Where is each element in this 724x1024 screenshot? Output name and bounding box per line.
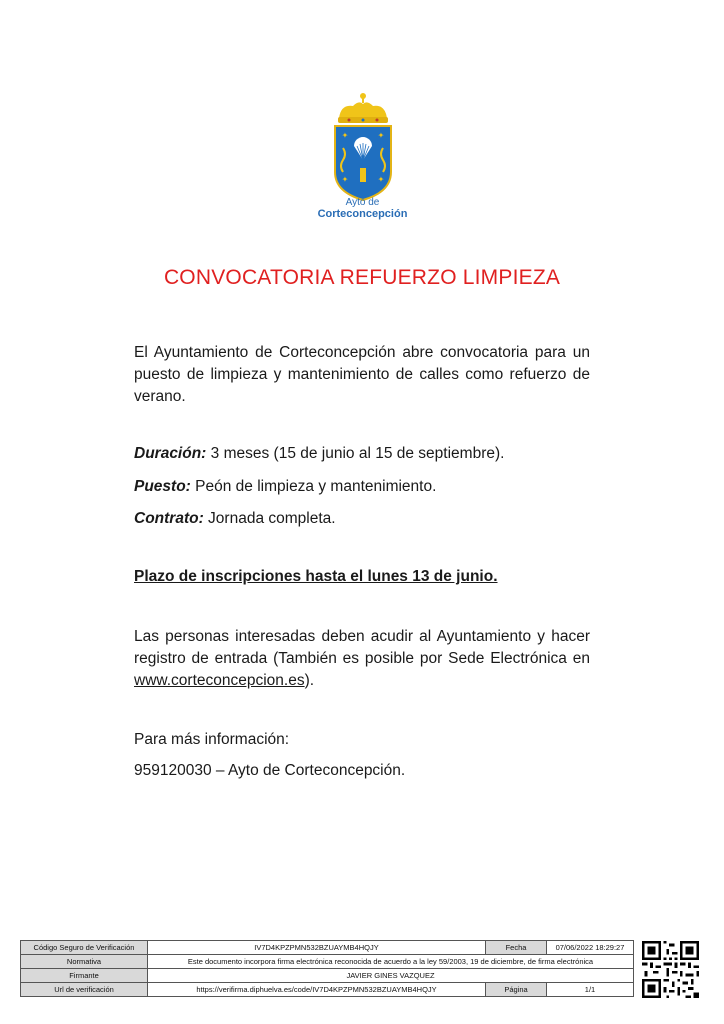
normativa-label: Normativa <box>21 955 148 969</box>
svg-text:✦: ✦ <box>377 175 385 184</box>
intro-text: El Ayuntamiento de Corteconcepción abre convocatoria para un puesto de limpieza y mantenimiento de calles como refuerzo de verano. <box>134 344 590 405</box>
crown-icon <box>338 93 388 123</box>
pagina-label: Página <box>486 983 547 997</box>
firmante-label: Firmante <box>21 969 148 983</box>
detail-contrato <box>134 508 336 530</box>
csv-value: IV7D4KPZPMN532BZUAYMB4HQJY <box>148 941 486 955</box>
svg-text:✦: ✦ <box>377 131 385 140</box>
fecha-label: Fecha <box>486 941 547 955</box>
instructions-paragraph <box>134 626 590 692</box>
url-value[interactable]: https://verifirma.diphuelva.es/code/IV7D4KPZPMN532BZUAYMB4HQJY <box>148 983 486 997</box>
table-row <box>21 969 634 983</box>
csv-label: Código Seguro de Verificación <box>21 941 148 955</box>
detail-label: Contrato: <box>134 510 204 527</box>
logo-caption <box>300 198 425 220</box>
deadline-notice <box>134 566 498 588</box>
contact-line: 959120030 – Ayto de Corteconcepción. <box>134 762 406 779</box>
shield-icon <box>335 126 391 200</box>
detail-label: Duración: <box>134 445 207 462</box>
qr-code-icon <box>642 941 699 998</box>
pagina-value: 1/1 <box>547 983 634 997</box>
table-row <box>21 983 634 997</box>
detail-duracion <box>134 443 504 465</box>
logo-caption-line1: Ayto de <box>345 197 380 208</box>
deadline-text: Plazo de inscripciones hasta el lunes 13 de junio. <box>134 568 498 585</box>
detail-puesto <box>134 476 436 498</box>
website-link[interactable]: www.corteconcepcion.es <box>134 672 305 689</box>
normativa-value: Este documento incorpora firma electrónica reconocida de acuerdo a la ley 59/2003, 19 de diciembre, de firma electrónica <box>148 955 634 969</box>
svg-text:✦: ✦ <box>341 131 349 140</box>
detail-value: Jornada completa. <box>203 510 336 527</box>
detail-value: 3 meses (15 de junio al 15 de septiembre). <box>206 445 505 462</box>
table-row <box>21 941 634 955</box>
verification-table <box>20 940 634 997</box>
coat-of-arms-logo <box>329 92 397 207</box>
more-info-label: Para más información: <box>134 731 290 748</box>
intro-paragraph <box>134 342 590 408</box>
logo-caption-line2: Corteconcepción <box>317 208 408 220</box>
detail-label: Puesto: <box>134 478 191 495</box>
svg-text:✦: ✦ <box>341 175 349 184</box>
instructions-text: Las personas interesadas deben acudir al Ayuntamiento y hacer registro de entrada (También es posible por Sede Electrónica en <box>134 628 590 667</box>
firmante-value: JAVIER GINES VAZQUEZ <box>148 969 634 983</box>
table-row <box>21 955 634 969</box>
instructions-after: ). <box>304 672 315 689</box>
document-title: CONVOCATORIA REFUERZO LIMPIEZA <box>163 266 561 289</box>
fecha-value: 07/06/2022 18:29:27 <box>547 941 634 955</box>
detail-value: Peón de limpieza y mantenimiento. <box>190 478 437 495</box>
url-label: Url de verificación <box>21 983 148 997</box>
